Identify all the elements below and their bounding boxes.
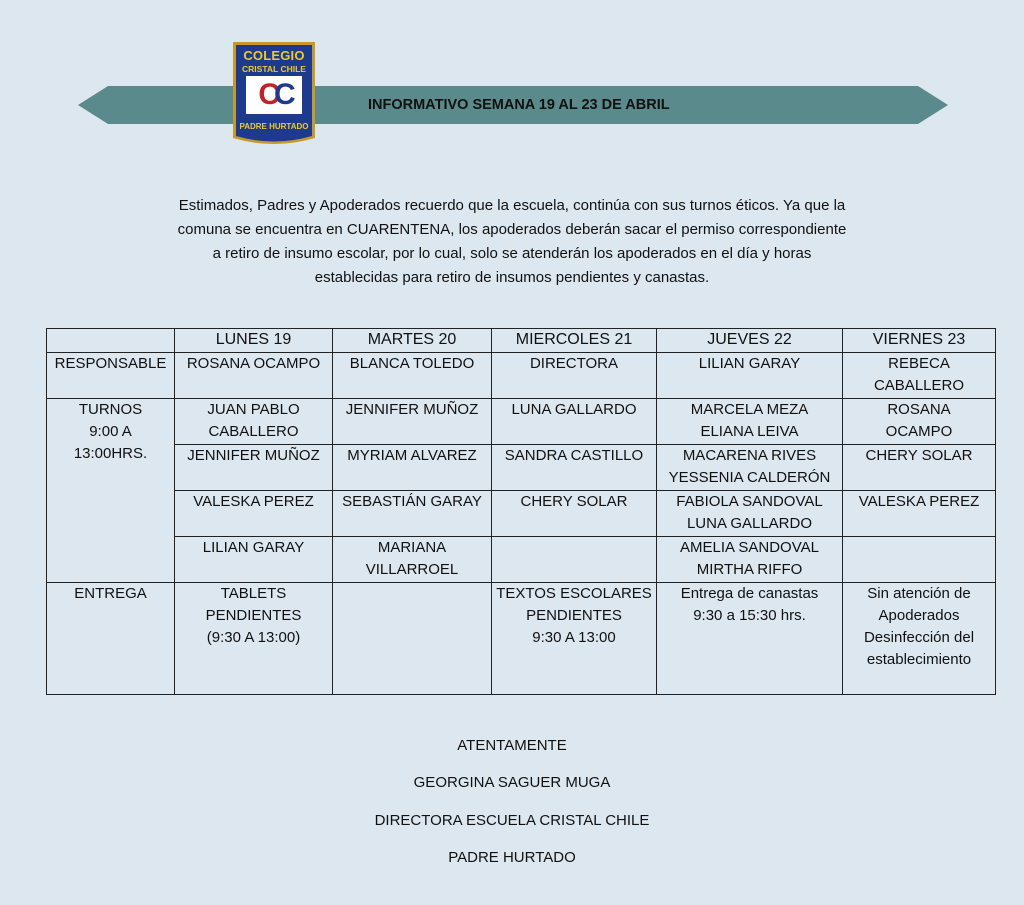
table-cell: Sin atención de Apoderados Desinfección del establecimiento: [843, 583, 996, 695]
signature-closing: ATENTAMENTE: [457, 737, 567, 754]
table-cell: CHERY SOLAR: [843, 445, 996, 491]
schedule-table: [46, 328, 996, 695]
header-day: MARTES 20: [333, 329, 492, 353]
logo-monogram-first: C: [258, 78, 274, 111]
table-cell: REBECA CABALLERO: [843, 353, 996, 399]
table-cell: LILIAN GARAY: [175, 537, 333, 583]
page-title: INFORMATIVO SEMANA 19 AL 23 DE ABRIL: [368, 97, 670, 113]
turnos-row: [47, 537, 996, 583]
signature-name: GEORGINA SAGUER MUGA: [413, 774, 611, 791]
table-cell: VALESKA PEREZ: [843, 491, 996, 537]
table-cell: MARCELA MEZA ELIANA LEIVA: [657, 399, 843, 445]
intro-line: establecidas para retiro de insumos pendientes y canastas.: [314, 269, 710, 286]
header-day: LUNES 19: [175, 329, 333, 353]
row-label-turnos: TURNOS 9:00 A 13:00HRS.: [47, 399, 175, 583]
table-cell: TABLETS PENDIENTES (9:30 A 13:00): [175, 583, 333, 695]
table-cell: FABIOLA SANDOVAL LUNA GALLARDO: [657, 491, 843, 537]
table-cell: ROSANA OCAMPO: [175, 353, 333, 399]
table-cell: Entrega de canastas 9:30 a 15:30 hrs.: [657, 583, 843, 695]
turnos-row: [47, 491, 996, 537]
logo-text-cristal-chile: CRISTAL CHILE: [242, 64, 306, 74]
logo-monogram-second: C: [274, 78, 290, 111]
table-cell: MACARENA RIVES YESSENIA CALDERÓN: [657, 445, 843, 491]
header-empty-cell: [47, 329, 175, 353]
table-cell: SEBASTIÁN GARAY: [333, 491, 492, 537]
table-cell: JUAN PABLO CABALLERO: [175, 399, 333, 445]
responsable-row: [47, 353, 996, 399]
table-cell: ROSANA OCAMPO: [843, 399, 996, 445]
header-day: JUEVES 22: [657, 329, 843, 353]
table-cell: LUNA GALLARDO: [492, 399, 657, 445]
turnos-row: [47, 399, 996, 445]
logo-text-padre-hurtado: PADRE HURTADO: [239, 122, 309, 131]
row-label-entrega: ENTREGA: [47, 583, 175, 695]
table-header-row: [47, 329, 996, 353]
turnos-row: [47, 445, 996, 491]
title-banner: [78, 86, 948, 124]
table-cell: BLANCA TOLEDO: [333, 353, 492, 399]
logo-monogram: [246, 76, 302, 114]
table-cell: CHERY SOLAR: [492, 491, 657, 537]
table-cell: DIRECTORA: [492, 353, 657, 399]
intro-line: Estimados, Padres y Apoderados recuerdo que la escuela, continúa con sus turnos éticos. Ya que la: [178, 197, 846, 214]
logo-text-colegio: COLEGIO: [243, 48, 305, 63]
table-cell: JENNIFER MUÑOZ: [175, 445, 333, 491]
table-cell: MARIANA VILLARROEL: [333, 537, 492, 583]
table-cell: [492, 537, 657, 583]
table-cell: VALESKA PEREZ: [175, 491, 333, 537]
table-cell: [843, 537, 996, 583]
table-cell: JENNIFER MUÑOZ: [333, 399, 492, 445]
row-label-responsable: RESPONSABLE: [47, 353, 175, 399]
signature-role: DIRECTORA ESCUELA CRISTAL CHILE: [374, 812, 650, 829]
table-cell: MYRIAM ALVAREZ: [333, 445, 492, 491]
signature-location: PADRE HURTADO: [448, 849, 576, 866]
school-logo: [233, 42, 315, 146]
table-cell: AMELIA SANDOVAL MIRTHA RIFFO: [657, 537, 843, 583]
table-cell: [333, 583, 492, 695]
table-cell: LILIAN GARAY: [657, 353, 843, 399]
header-day: MIERCOLES 21: [492, 329, 657, 353]
table-cell: TEXTOS ESCOLARES PENDIENTES 9:30 A 13:00: [492, 583, 657, 695]
entrega-row: [47, 583, 996, 695]
intro-paragraph: [120, 194, 904, 290]
intro-line: a retiro de insumo escolar, por lo cual, solo se atenderán los apoderados en el día y horas: [212, 245, 812, 262]
header-day: VIERNES 23: [843, 329, 996, 353]
table-cell: SANDRA CASTILLO: [492, 445, 657, 491]
intro-line: comuna se encuentra en CUARENTENA, los apoderados deberán sacar el permiso correspondiente: [177, 221, 847, 238]
